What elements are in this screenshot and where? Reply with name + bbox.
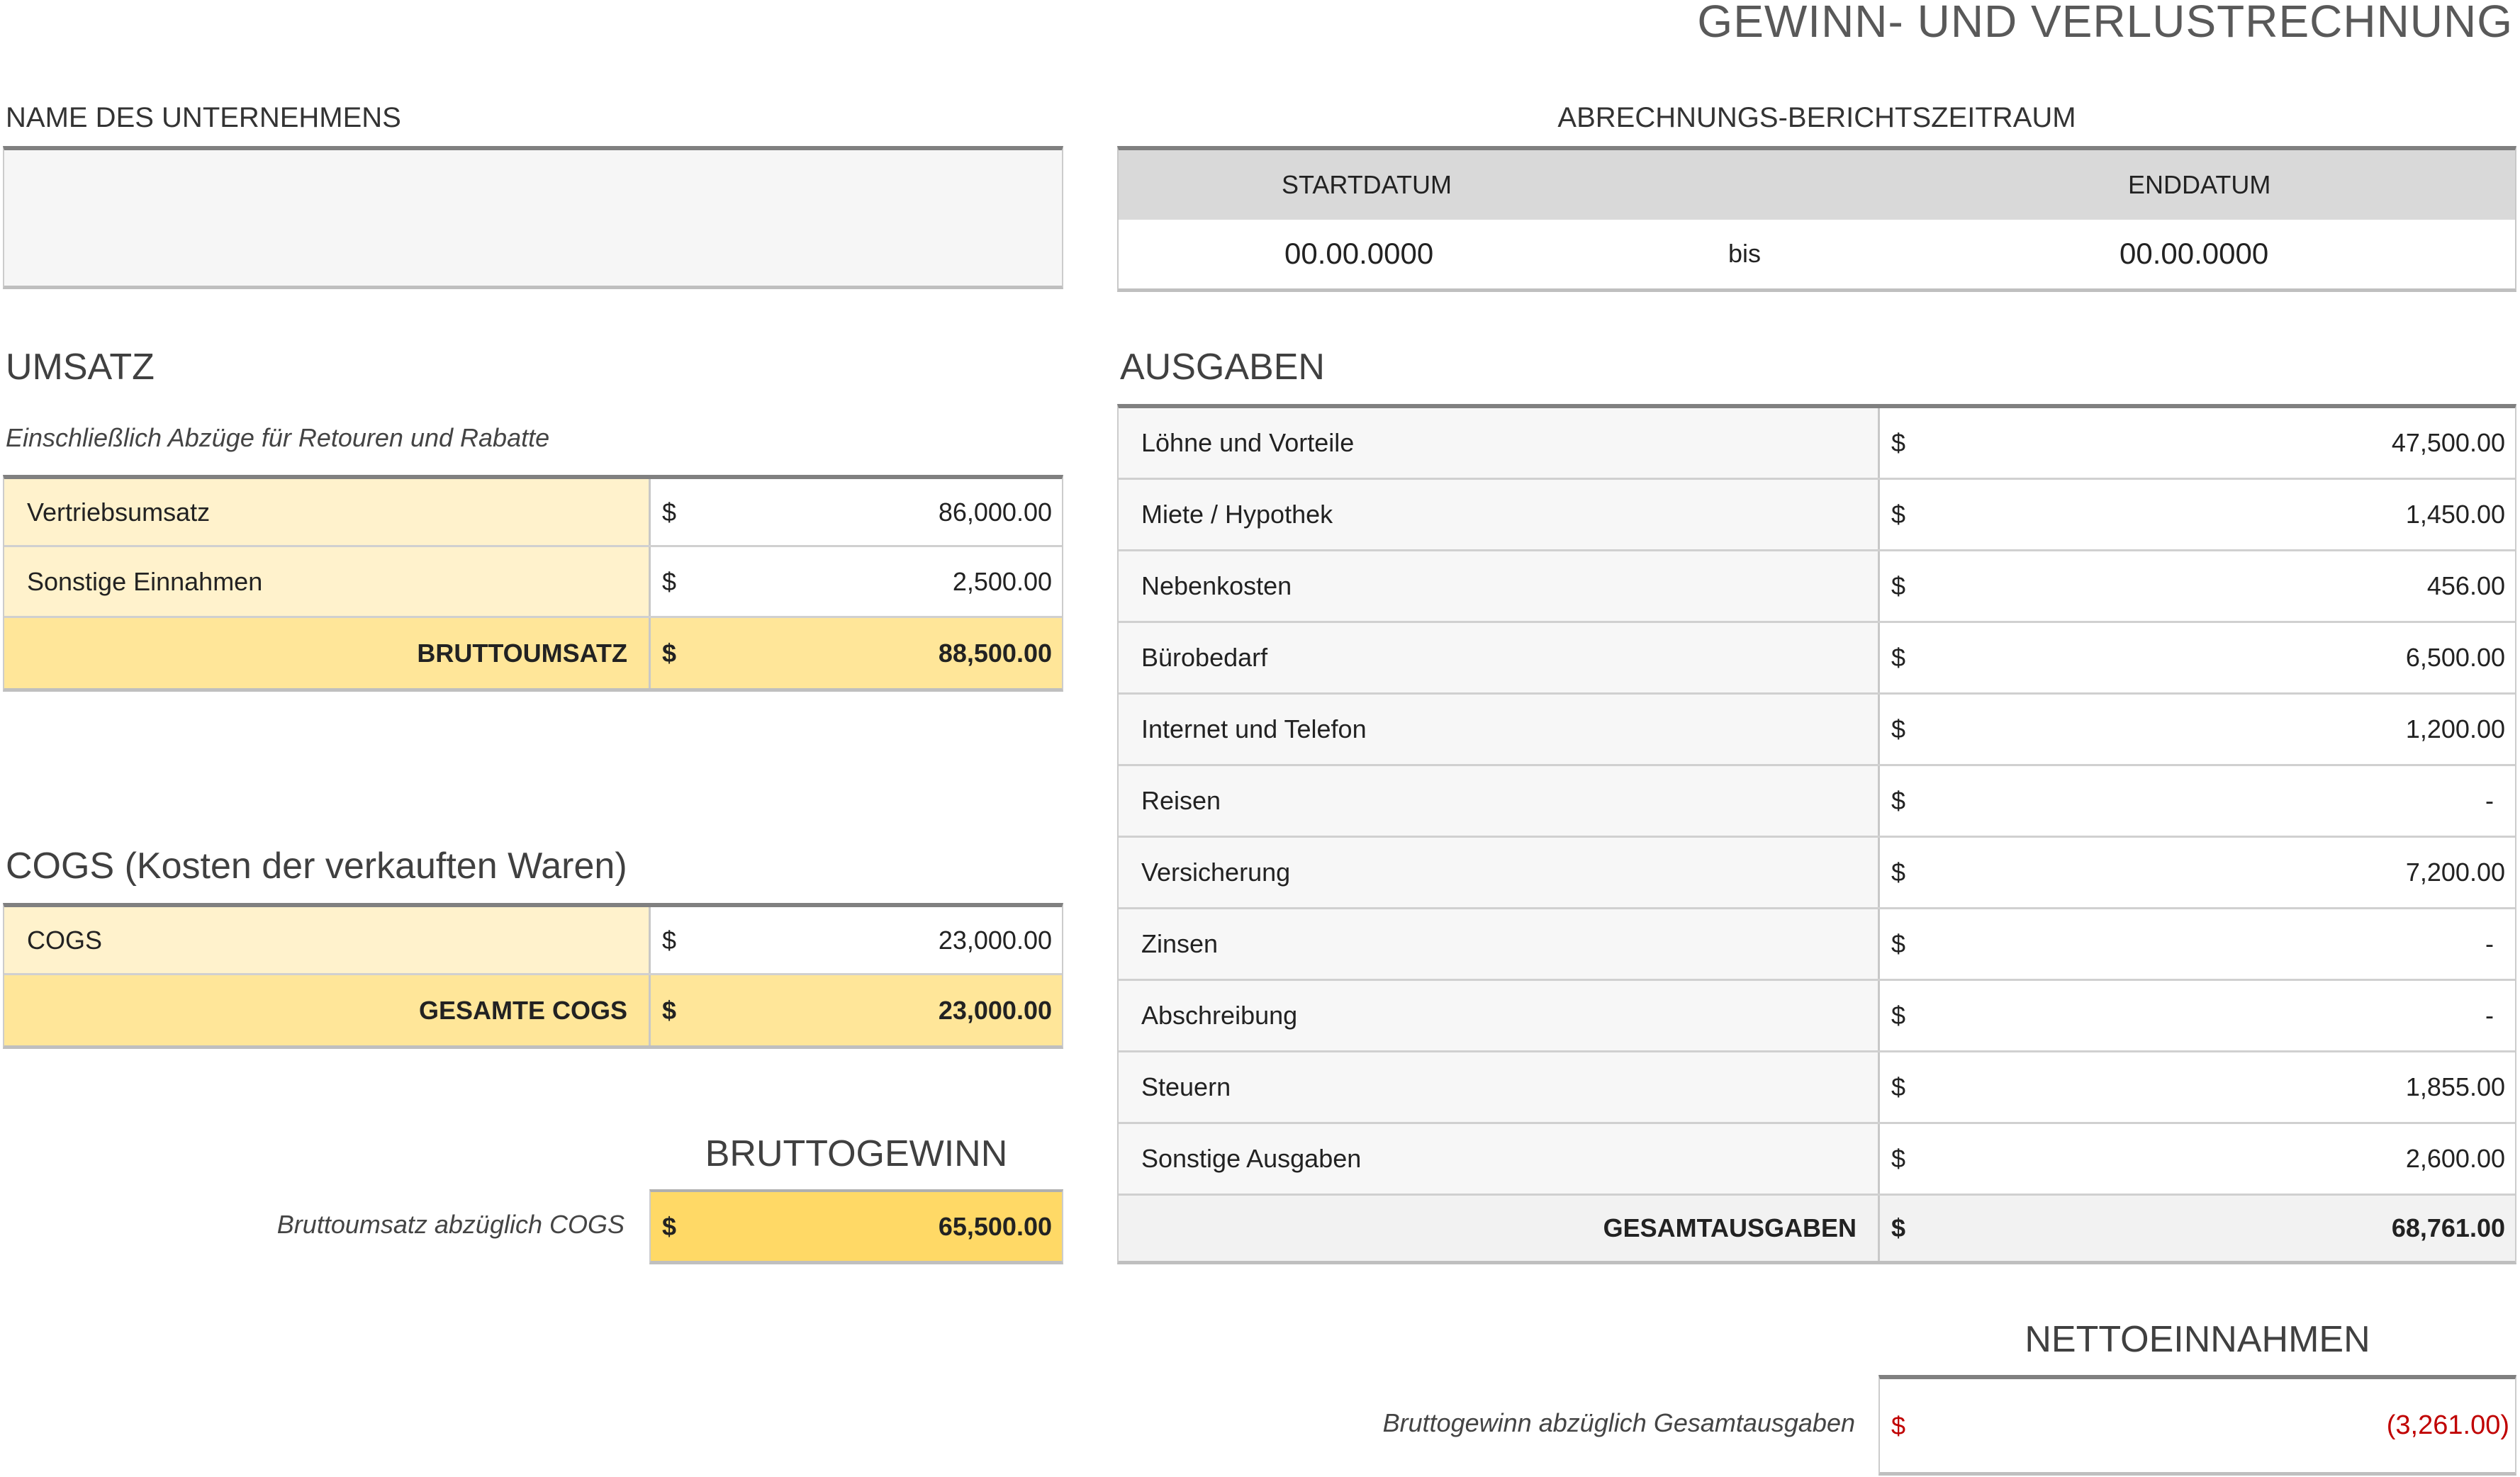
revenue-item-amount[interactable] xyxy=(651,479,1062,545)
period-label: ABRECHNUNGS-BERICHTSZEITRAUM xyxy=(1557,102,2076,133)
table-row xyxy=(1119,695,2515,766)
expense-amount[interactable] xyxy=(1880,695,2515,764)
table-row xyxy=(4,479,1062,547)
expenses-table xyxy=(1117,404,2516,1264)
expense-amount[interactable] xyxy=(1880,1052,2515,1122)
expense-label: Versicherung xyxy=(1141,858,1291,887)
expense-value: 7,200.00 xyxy=(2405,858,2505,887)
net-income-cell xyxy=(1878,1375,2516,1476)
expenses-total-label: GESAMTAUSGABEN xyxy=(1603,1213,1857,1242)
expense-label: Sonstige Ausgaben xyxy=(1141,1144,1362,1173)
expense-label: Reisen xyxy=(1141,786,1221,815)
table-row xyxy=(1119,909,2515,981)
revenue-item-amount[interactable] xyxy=(651,547,1062,616)
cogs-item-value: 23,000.00 xyxy=(938,925,1052,955)
expense-value: 2,600.00 xyxy=(2405,1144,2505,1173)
expense-label: Miete / Hypothek xyxy=(1141,500,1333,529)
table-row xyxy=(1119,766,2515,838)
currency-sign: $ xyxy=(662,995,677,1025)
company-label: NAME DES UNTERNEHMENS xyxy=(6,102,401,133)
expense-label: Internet und Telefon xyxy=(1141,714,1367,743)
expenses-total-row xyxy=(1119,1196,2515,1261)
end-date-header: ENDDATUM xyxy=(2128,170,2271,199)
gross-profit-note: Bruttoumsatz abzüglich COGS xyxy=(276,1210,625,1239)
period-header-row xyxy=(1119,150,2515,220)
table-row xyxy=(1119,480,2515,551)
table-row xyxy=(1119,1052,2515,1124)
company-name-input[interactable] xyxy=(3,146,1063,289)
cogs-table xyxy=(3,903,1063,1049)
cogs-total-label: GESAMTE COGS xyxy=(418,995,627,1025)
revenue-note: Einschließlich Abzüge für Retouren und Rabatte xyxy=(6,423,550,452)
expense-amount[interactable] xyxy=(1880,551,2515,621)
table-row xyxy=(4,907,1062,975)
expense-label: Zinsen xyxy=(1141,929,1219,958)
expense-value: 1,200.00 xyxy=(2405,714,2505,743)
cogs-total-row xyxy=(4,975,1062,1045)
expense-value: - xyxy=(2485,929,2494,958)
expense-amount[interactable] xyxy=(1880,838,2515,907)
currency-sign: $ xyxy=(1891,1072,1906,1101)
expenses-total-value: 68,761.00 xyxy=(2391,1213,2505,1242)
table-row xyxy=(4,547,1062,618)
revenue-total-label: BRUTTOUMSATZ xyxy=(417,638,627,668)
period-table xyxy=(1117,146,2516,292)
currency-sign: $ xyxy=(662,925,677,955)
revenue-table xyxy=(3,475,1063,692)
net-income-note: Bruttogewinn abzüglich Gesamtausgaben xyxy=(1382,1408,1855,1437)
table-row xyxy=(1119,838,2515,909)
start-date-field[interactable]: 00.00.0000 xyxy=(1284,237,1434,270)
currency-sign: $ xyxy=(1891,571,1906,600)
expense-label: Nebenkosten xyxy=(1141,571,1292,600)
gross-profit-value: 65,500.00 xyxy=(938,1211,1052,1241)
table-row xyxy=(1119,408,2515,480)
page-title: GEWINN- UND VERLUSTRECHNUNG xyxy=(1697,0,2513,47)
cogs-heading: COGS (Kosten der verkauften Waren) xyxy=(6,846,627,887)
currency-sign: $ xyxy=(1891,1410,1906,1440)
revenue-item-value: 2,500.00 xyxy=(952,566,1052,596)
currency-sign: $ xyxy=(662,1211,677,1241)
period-value-row xyxy=(1119,220,2515,288)
currency-sign: $ xyxy=(1891,1001,1906,1030)
currency-sign: $ xyxy=(1891,858,1906,887)
expense-value: 47,500.00 xyxy=(2391,428,2505,457)
currency-sign: $ xyxy=(1891,1213,1906,1242)
expense-amount[interactable] xyxy=(1880,408,2515,478)
expense-label: Abschreibung xyxy=(1141,1001,1298,1030)
end-date-field[interactable]: 00.00.0000 xyxy=(2119,237,2269,270)
revenue-heading: UMSATZ xyxy=(6,347,155,388)
currency-sign: $ xyxy=(1891,428,1906,457)
expense-value: 1,855.00 xyxy=(2405,1072,2505,1101)
cogs-total-value: 23,000.00 xyxy=(938,995,1052,1025)
expense-label: Löhne und Vorteile xyxy=(1141,428,1355,457)
table-row xyxy=(1119,551,2515,623)
expense-value: - xyxy=(2485,786,2494,815)
table-row xyxy=(1119,981,2515,1052)
expense-amount[interactable] xyxy=(1880,623,2515,692)
currency-sign: $ xyxy=(1891,786,1906,815)
expenses-heading: AUSGABEN xyxy=(1120,347,1325,388)
expense-value: - xyxy=(2485,1001,2494,1030)
cogs-item-amount[interactable] xyxy=(651,907,1062,973)
revenue-item-value: 86,000.00 xyxy=(938,497,1052,527)
expense-amount[interactable] xyxy=(1880,909,2515,979)
expense-amount[interactable] xyxy=(1880,1124,2515,1194)
period-separator: bis xyxy=(1728,239,1762,268)
expense-value: 456.00 xyxy=(2426,571,2505,600)
currency-sign: $ xyxy=(1891,1144,1906,1173)
expense-amount[interactable] xyxy=(1880,766,2515,836)
expense-label: Steuern xyxy=(1141,1072,1231,1101)
expense-value: 1,450.00 xyxy=(2405,500,2505,529)
currency-sign: $ xyxy=(1891,643,1906,672)
currency-sign: $ xyxy=(1891,714,1906,743)
gross-profit-heading: BRUTTOGEWINN xyxy=(705,1133,1008,1174)
start-date-header: STARTDATUM xyxy=(1282,170,1452,199)
net-income-value: (3,261.00) xyxy=(2386,1410,2509,1440)
revenue-item-label: Vertriebsumsatz xyxy=(27,497,211,527)
revenue-total-row xyxy=(4,618,1062,688)
expense-amount[interactable] xyxy=(1880,981,2515,1050)
expense-amount[interactable] xyxy=(1880,480,2515,549)
currency-sign: $ xyxy=(1891,500,1906,529)
currency-sign: $ xyxy=(662,638,677,668)
revenue-item-label: Sonstige Einnahmen xyxy=(27,566,263,596)
table-row xyxy=(1119,623,2515,695)
revenue-total-value: 88,500.00 xyxy=(938,638,1052,668)
gross-profit-cell xyxy=(649,1189,1063,1264)
table-row xyxy=(1119,1124,2515,1196)
currency-sign: $ xyxy=(1891,929,1906,958)
expense-value: 6,500.00 xyxy=(2405,643,2505,672)
currency-sign: $ xyxy=(662,497,677,527)
expense-label: Bürobedarf xyxy=(1141,643,1268,672)
cogs-item-label: COGS xyxy=(27,925,103,955)
net-income-heading: NETTOEINNAHMEN xyxy=(2025,1319,2370,1360)
currency-sign: $ xyxy=(662,566,677,596)
